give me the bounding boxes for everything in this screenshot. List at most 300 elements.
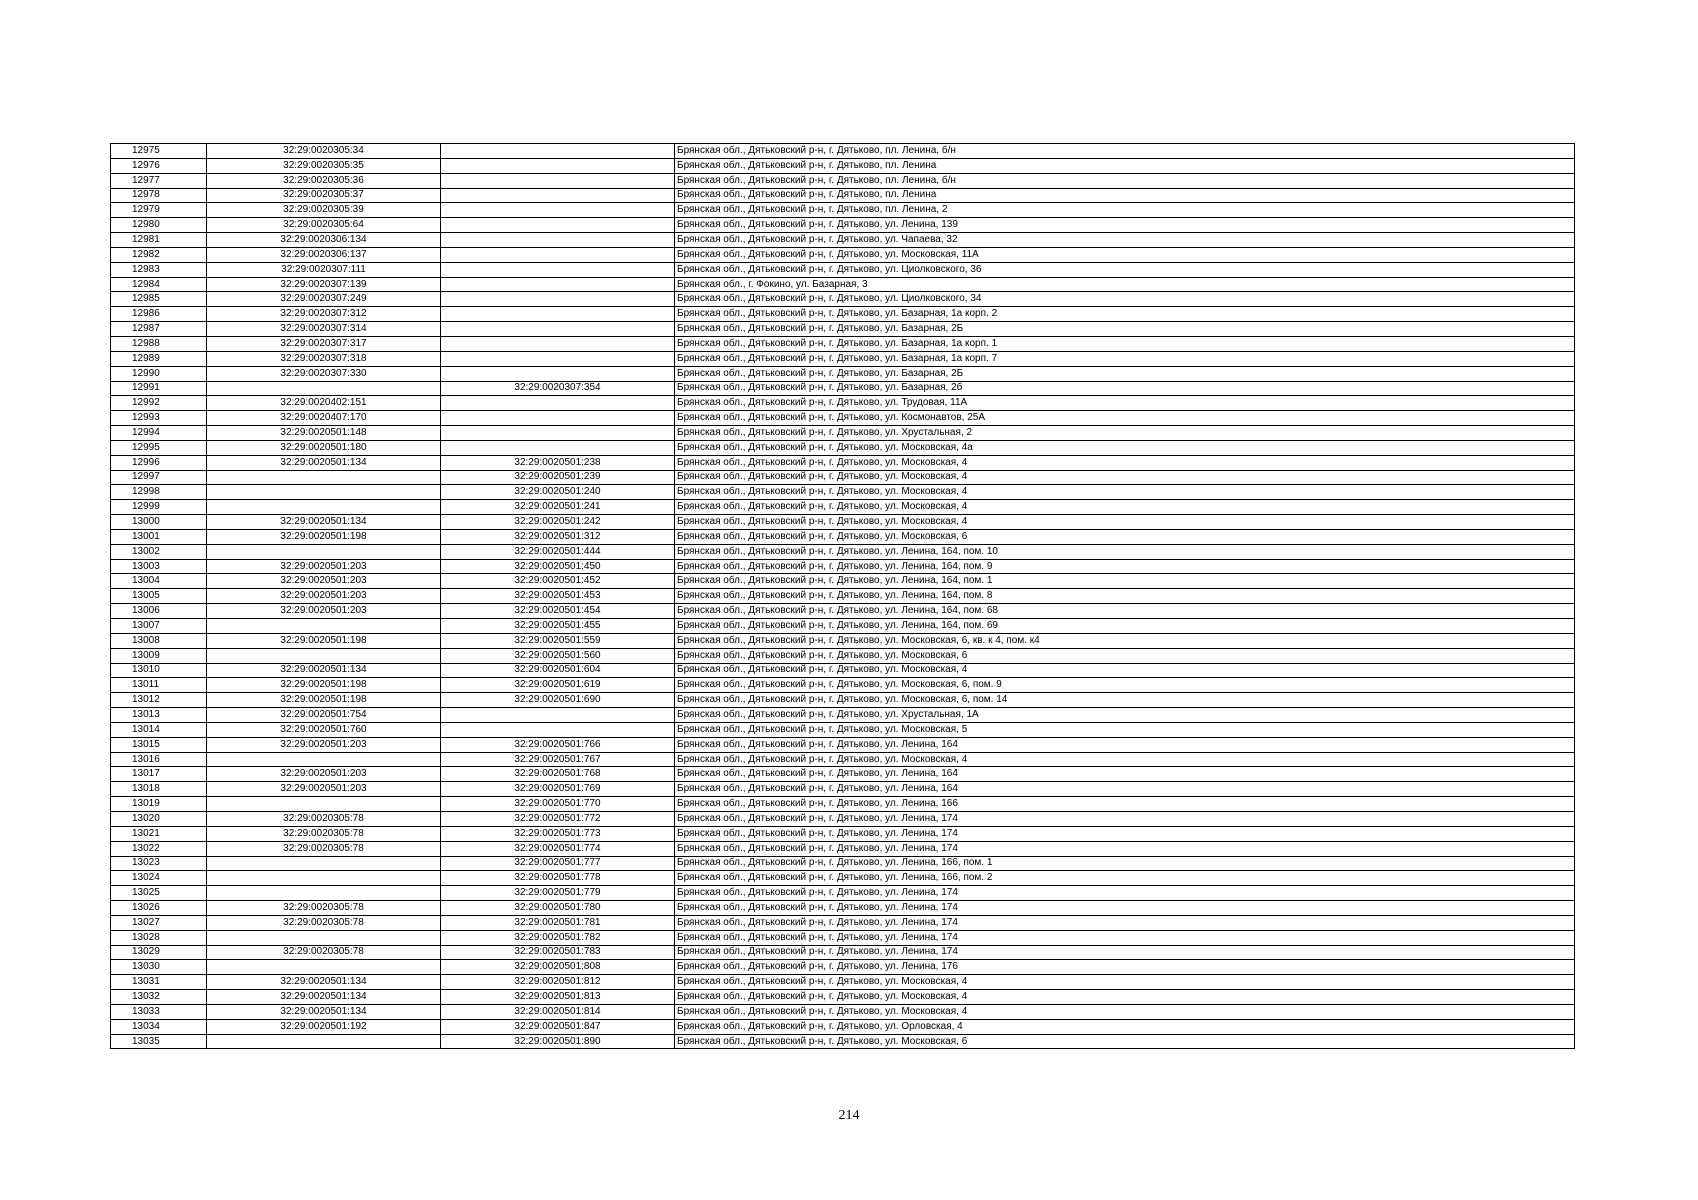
table-row (111, 767, 1575, 782)
table-row (111, 1004, 1575, 1019)
table-row (111, 307, 1575, 322)
table-row (111, 440, 1575, 455)
address-cell: Брянская обл., Дятьковский р-н, г. Дятьково, ул. Базарная, 2б (675, 381, 1575, 396)
cadastral-number-cell: 32:29:0020501:814 (441, 1004, 675, 1019)
table-row (111, 901, 1575, 916)
address-cell: Брянская обл., Дятьковский р-н, г. Дятьково, ул. Московская, 4 (675, 975, 1575, 990)
cadastral-number-cell (441, 292, 675, 307)
cadastral-number-cell: 32:29:0020501:779 (441, 886, 675, 901)
address-cell: Брянская обл., Дятьковский р-н, г. Дятьково, ул. Ленина, 174 (675, 811, 1575, 826)
cadastral-number-cell: 32:29:0020501:241 (441, 500, 675, 515)
address-cell: Брянская обл., Дятьковский р-н, г. Дятьково, ул. Ленина, 164 (675, 782, 1575, 797)
row-number-cell: 12991 (111, 381, 207, 396)
row-number-cell: 13008 (111, 633, 207, 648)
parent-cadastral-number-cell: 32:29:0020501:134 (207, 663, 441, 678)
table-row (111, 203, 1575, 218)
address-cell: Брянская обл., Дятьковский р-н, г. Дятьково, ул. Ленина, 166, пом. 2 (675, 871, 1575, 886)
parent-cadastral-number-cell: 32:29:0020501:754 (207, 708, 441, 723)
table-row (111, 960, 1575, 975)
cadastral-number-cell: 32:29:0020501:813 (441, 990, 675, 1005)
parent-cadastral-number-cell (207, 886, 441, 901)
parent-cadastral-number-cell: 32:29:0020307:249 (207, 292, 441, 307)
row-number-cell: 13026 (111, 901, 207, 916)
parent-cadastral-number-cell (207, 930, 441, 945)
cadastral-number-cell: 32:29:0020501:769 (441, 782, 675, 797)
parent-cadastral-number-cell: 32:29:0020501:192 (207, 1019, 441, 1034)
parent-cadastral-number-cell: 32:29:0020501:134 (207, 515, 441, 530)
address-cell: Брянская обл., Дятьковский р-н, г. Дятьково, ул. Циолковского, 36 (675, 262, 1575, 277)
cadastral-number-cell: 32:29:0020501:772 (441, 811, 675, 826)
table-row (111, 515, 1575, 530)
parent-cadastral-number-cell: 32:29:0020305:36 (207, 173, 441, 188)
table-row (111, 381, 1575, 396)
cadastral-number-cell (441, 351, 675, 366)
row-number-cell: 13032 (111, 990, 207, 1005)
row-number-cell: 12981 (111, 233, 207, 248)
parent-cadastral-number-cell: 32:29:0020407:170 (207, 411, 441, 426)
cadastral-number-cell: 32:29:0020501:777 (441, 856, 675, 871)
cadastral-number-cell: 32:29:0020501:690 (441, 693, 675, 708)
table-row (111, 915, 1575, 930)
address-cell: Брянская обл., Дятьковский р-н, г. Дятьково, ул. Ленина, 164, пом. 9 (675, 559, 1575, 574)
cadastral-number-cell (441, 247, 675, 262)
table-row (111, 633, 1575, 648)
registry-table-body (111, 144, 1575, 1049)
cadastral-number-cell (441, 440, 675, 455)
parent-cadastral-number-cell: 32:29:0020501:198 (207, 633, 441, 648)
table-row (111, 1034, 1575, 1049)
table-row (111, 366, 1575, 381)
cadastral-number-cell: 32:29:0020501:312 (441, 529, 675, 544)
cadastral-number-cell (441, 411, 675, 426)
address-cell: Брянская обл., Дятьковский р-н, г. Дятьково, ул. Хрустальная, 1А (675, 708, 1575, 723)
table-row (111, 826, 1575, 841)
table-row (111, 975, 1575, 990)
address-cell: Брянская обл., Дятьковский р-н, г. Дятьково, ул. Московская, 6, пом. 14 (675, 693, 1575, 708)
address-cell: Брянская обл., Дятьковский р-н, г. Дятьково, ул. Орловская, 4 (675, 1019, 1575, 1034)
cadastral-number-cell (441, 262, 675, 277)
table-row (111, 886, 1575, 901)
cadastral-number-cell: 32:29:0020501:452 (441, 574, 675, 589)
cadastral-number-cell: 32:29:0020501:455 (441, 619, 675, 634)
table-row (111, 619, 1575, 634)
parent-cadastral-number-cell: 32:29:0020402:151 (207, 396, 441, 411)
parent-cadastral-number-cell (207, 1034, 441, 1049)
table-row (111, 559, 1575, 574)
address-cell: Брянская обл., Дятьковский р-н, г. Дятьково, пл. Ленина (675, 188, 1575, 203)
row-number-cell: 13007 (111, 619, 207, 634)
cadastral-number-cell: 32:29:0020501:766 (441, 737, 675, 752)
cadastral-number-cell (441, 366, 675, 381)
parent-cadastral-number-cell: 32:29:0020307:314 (207, 322, 441, 337)
parent-cadastral-number-cell (207, 470, 441, 485)
row-number-cell: 12996 (111, 455, 207, 470)
row-number-cell: 12975 (111, 144, 207, 159)
address-cell: Брянская обл., Дятьковский р-н, г. Дятьково, ул. Московская, 4 (675, 515, 1575, 530)
address-cell: Брянская обл., Дятьковский р-н, г. Дятьково, пл. Ленина, б/н (675, 173, 1575, 188)
row-number-cell: 13035 (111, 1034, 207, 1049)
table-row (111, 930, 1575, 945)
address-cell: Брянская обл., Дятьковский р-н, г. Дятьково, ул. Ленина, 174 (675, 826, 1575, 841)
table-row (111, 544, 1575, 559)
row-number-cell: 12992 (111, 396, 207, 411)
table-row (111, 737, 1575, 752)
row-number-cell: 12997 (111, 470, 207, 485)
table-row (111, 277, 1575, 292)
cadastral-number-cell (441, 203, 675, 218)
parent-cadastral-number-cell: 32:29:0020501:198 (207, 529, 441, 544)
parent-cadastral-number-cell: 32:29:0020501:180 (207, 440, 441, 455)
address-cell: Брянская обл., Дятьковский р-н, г. Дятьково, ул. Московская, 4 (675, 1004, 1575, 1019)
cadastral-number-cell: 32:29:0020501:890 (441, 1034, 675, 1049)
table-row (111, 648, 1575, 663)
address-cell: Брянская обл., Дятьковский р-н, г. Дятьково, ул. Космонавтов, 25А (675, 411, 1575, 426)
parent-cadastral-number-cell: 32:29:0020501:134 (207, 455, 441, 470)
row-number-cell: 13030 (111, 960, 207, 975)
row-number-cell: 13004 (111, 574, 207, 589)
address-cell: Брянская обл., Дятьковский р-н, г. Дятьково, ул. Московская, 11А (675, 247, 1575, 262)
parent-cadastral-number-cell: 32:29:0020501:198 (207, 678, 441, 693)
cadastral-number-cell: 32:29:0020501:768 (441, 767, 675, 782)
address-cell: Брянская обл., Дятьковский р-н, г. Дятьково, ул. Ленина, 164, пом. 1 (675, 574, 1575, 589)
row-number-cell: 13006 (111, 604, 207, 619)
cadastral-number-cell (441, 173, 675, 188)
row-number-cell: 13005 (111, 589, 207, 604)
cadastral-number-cell: 32:29:0020501:559 (441, 633, 675, 648)
parent-cadastral-number-cell: 32:29:0020501:134 (207, 1004, 441, 1019)
address-cell: Брянская обл., Дятьковский р-н, г. Дятьково, ул. Московская, 4 (675, 455, 1575, 470)
parent-cadastral-number-cell (207, 619, 441, 634)
table-row (111, 218, 1575, 233)
address-cell: Брянская обл., Дятьковский р-н, г. Дятьково, ул. Ленина, 164, пом. 10 (675, 544, 1575, 559)
address-cell: Брянская обл., Дятьковский р-н, г. Дятьково, ул. Базарная, 1а корп. 1 (675, 336, 1575, 351)
address-cell: Брянская обл., Дятьковский р-н, г. Дятьково, ул. Хрустальная, 2 (675, 426, 1575, 441)
cadastral-number-cell: 32:29:0020501:454 (441, 604, 675, 619)
table-row (111, 945, 1575, 960)
row-number-cell: 13020 (111, 811, 207, 826)
cadastral-number-cell: 32:29:0020501:242 (441, 515, 675, 530)
parent-cadastral-number-cell (207, 500, 441, 515)
row-number-cell: 13013 (111, 708, 207, 723)
table-row (111, 396, 1575, 411)
table-row (111, 1019, 1575, 1034)
row-number-cell: 13011 (111, 678, 207, 693)
cadastral-number-cell: 32:29:0020501:560 (441, 648, 675, 663)
parent-cadastral-number-cell: 32:29:0020307:330 (207, 366, 441, 381)
parent-cadastral-number-cell (207, 485, 441, 500)
parent-cadastral-number-cell: 32:29:0020306:134 (207, 233, 441, 248)
row-number-cell: 13000 (111, 515, 207, 530)
parent-cadastral-number-cell: 32:29:0020305:78 (207, 945, 441, 960)
table-row (111, 233, 1575, 248)
address-cell: Брянская обл., Дятьковский р-н, г. Дятьково, ул. Ленина, 164 (675, 767, 1575, 782)
table-row (111, 144, 1575, 159)
table-row (111, 262, 1575, 277)
cadastral-number-cell: 32:29:0020501:808 (441, 960, 675, 975)
row-number-cell: 13034 (111, 1019, 207, 1034)
parent-cadastral-number-cell: 32:29:0020307:318 (207, 351, 441, 366)
parent-cadastral-number-cell (207, 960, 441, 975)
address-cell: Брянская обл., Дятьковский р-н, г. Дятьково, ул. Московская, 6 (675, 648, 1575, 663)
address-cell: Брянская обл., Дятьковский р-н, г. Дятьково, ул. Ленина, 174 (675, 901, 1575, 916)
page-number: 214 (838, 1108, 860, 1123)
table-row (111, 173, 1575, 188)
address-cell: Брянская обл., Дятьковский р-н, г. Дятьково, ул. Ленина, 174 (675, 915, 1575, 930)
parent-cadastral-number-cell: 32:29:0020501:203 (207, 737, 441, 752)
registry-table (110, 143, 1575, 1049)
parent-cadastral-number-cell: 32:29:0020501:203 (207, 604, 441, 619)
table-row (111, 529, 1575, 544)
address-cell: Брянская обл., Дятьковский р-н, г. Дятьково, ул. Ленина, 139 (675, 218, 1575, 233)
parent-cadastral-number-cell: 32:29:0020306:137 (207, 247, 441, 262)
address-cell: Брянская обл., Дятьковский р-н, г. Дятьково, ул. Ленина, 166 (675, 797, 1575, 812)
parent-cadastral-number-cell: 32:29:0020305:78 (207, 811, 441, 826)
row-number-cell: 12994 (111, 426, 207, 441)
table-row (111, 678, 1575, 693)
row-number-cell: 12978 (111, 188, 207, 203)
cadastral-number-cell (441, 144, 675, 159)
row-number-cell: 12998 (111, 485, 207, 500)
address-cell: Брянская обл., Дятьковский р-н, г. Дятьково, ул. Ленина, 174 (675, 886, 1575, 901)
cadastral-number-cell: 32:29:0020501:604 (441, 663, 675, 678)
cadastral-number-cell: 32:29:0020501:778 (441, 871, 675, 886)
row-number-cell: 13012 (111, 693, 207, 708)
parent-cadastral-number-cell (207, 648, 441, 663)
cadastral-number-cell: 32:29:0020501:770 (441, 797, 675, 812)
cadastral-number-cell (441, 307, 675, 322)
parent-cadastral-number-cell: 32:29:0020305:78 (207, 841, 441, 856)
cadastral-number-cell (441, 158, 675, 173)
row-number-cell: 12980 (111, 218, 207, 233)
row-number-cell: 13017 (111, 767, 207, 782)
address-cell: Брянская обл., Дятьковский р-н, г. Дятьково, ул. Московская, 6 (675, 529, 1575, 544)
address-cell: Брянская обл., г. Фокино, ул. Базарная, 3 (675, 277, 1575, 292)
cadastral-number-cell (441, 722, 675, 737)
row-number-cell: 12999 (111, 500, 207, 515)
table-row (111, 351, 1575, 366)
cadastral-number-cell (441, 336, 675, 351)
row-number-cell: 13016 (111, 752, 207, 767)
row-number-cell: 13029 (111, 945, 207, 960)
row-number-cell: 12989 (111, 351, 207, 366)
table-row (111, 292, 1575, 307)
cadastral-number-cell: 32:29:0020501:773 (441, 826, 675, 841)
row-number-cell: 13031 (111, 975, 207, 990)
address-cell: Брянская обл., Дятьковский р-н, г. Дятьково, ул. Ленина, 164, пом. 68 (675, 604, 1575, 619)
address-cell: Брянская обл., Дятьковский р-н, г. Дятьково, ул. Ленина, 164, пом. 8 (675, 589, 1575, 604)
cadastral-number-cell: 32:29:0020501:238 (441, 455, 675, 470)
address-cell: Брянская обл., Дятьковский р-н, г. Дятьково, ул. Ленина, 164 (675, 737, 1575, 752)
cadastral-number-cell: 32:29:0020501:767 (441, 752, 675, 767)
row-number-cell: 12984 (111, 277, 207, 292)
table-row (111, 841, 1575, 856)
row-number-cell: 13010 (111, 663, 207, 678)
parent-cadastral-number-cell: 32:29:0020501:203 (207, 589, 441, 604)
cadastral-number-cell (441, 322, 675, 337)
row-number-cell: 13027 (111, 915, 207, 930)
address-cell: Брянская обл., Дятьковский р-н, г. Дятьково, пл. Ленина (675, 158, 1575, 173)
table-row (111, 708, 1575, 723)
parent-cadastral-number-cell: 32:29:0020501:203 (207, 767, 441, 782)
address-cell: Брянская обл., Дятьковский р-н, г. Дятьково, ул. Ленина, 174 (675, 930, 1575, 945)
row-number-cell: 12995 (111, 440, 207, 455)
parent-cadastral-number-cell: 32:29:0020501:760 (207, 722, 441, 737)
cadastral-number-cell: 32:29:0020501:240 (441, 485, 675, 500)
cadastral-number-cell: 32:29:0020501:619 (441, 678, 675, 693)
row-number-cell: 13002 (111, 544, 207, 559)
parent-cadastral-number-cell: 32:29:0020501:134 (207, 975, 441, 990)
parent-cadastral-number-cell (207, 544, 441, 559)
address-cell: Брянская обл., Дятьковский р-н, г. Дятьково, ул. Московская, 5 (675, 722, 1575, 737)
address-cell: Брянская обл., Дятьковский р-н, г. Дятьково, ул. Московская, 6, кв. к 4, пом. к4 (675, 633, 1575, 648)
table-row (111, 426, 1575, 441)
address-cell: Брянская обл., Дятьковский р-н, г. Дятьково, ул. Базарная, 1а корп. 2 (675, 307, 1575, 322)
parent-cadastral-number-cell: 32:29:0020501:148 (207, 426, 441, 441)
table-row (111, 500, 1575, 515)
parent-cadastral-number-cell: 32:29:0020307:312 (207, 307, 441, 322)
row-number-cell: 12982 (111, 247, 207, 262)
address-cell: Брянская обл., Дятьковский р-н, г. Дятьково, ул. Московская, 6 (675, 1034, 1575, 1049)
parent-cadastral-number-cell: 32:29:0020501:203 (207, 782, 441, 797)
table-row (111, 811, 1575, 826)
row-number-cell: 12990 (111, 366, 207, 381)
cadastral-number-cell: 32:29:0020501:780 (441, 901, 675, 916)
cadastral-number-cell: 32:29:0020501:783 (441, 945, 675, 960)
table-row (111, 158, 1575, 173)
address-cell: Брянская обл., Дятьковский р-н, г. Дятьково, ул. Ленина, 174 (675, 945, 1575, 960)
row-number-cell: 13033 (111, 1004, 207, 1019)
address-cell: Брянская обл., Дятьковский р-н, г. Дятьково, ул. Ленина, 164, пом. 69 (675, 619, 1575, 634)
cadastral-number-cell (441, 233, 675, 248)
table-row (111, 574, 1575, 589)
row-number-cell: 13009 (111, 648, 207, 663)
table-row (111, 455, 1575, 470)
row-number-cell: 13021 (111, 826, 207, 841)
cadastral-number-cell: 32:29:0020501:847 (441, 1019, 675, 1034)
row-number-cell: 13024 (111, 871, 207, 886)
cadastral-number-cell: 32:29:0020501:781 (441, 915, 675, 930)
address-cell: Брянская обл., Дятьковский р-н, г. Дятьково, ул. Московская, 4 (675, 485, 1575, 500)
cadastral-number-cell: 32:29:0020307:354 (441, 381, 675, 396)
table-row (111, 990, 1575, 1005)
row-number-cell: 13001 (111, 529, 207, 544)
address-cell: Брянская обл., Дятьковский р-н, г. Дятьково, ул. Московская, 4 (675, 663, 1575, 678)
row-number-cell: 13003 (111, 559, 207, 574)
table-row (111, 411, 1575, 426)
row-number-cell: 12993 (111, 411, 207, 426)
address-cell: Брянская обл., Дятьковский р-н, г. Дятьково, ул. Базарная, 2Б (675, 366, 1575, 381)
parent-cadastral-number-cell: 32:29:0020501:134 (207, 990, 441, 1005)
row-number-cell: 12985 (111, 292, 207, 307)
address-cell: Брянская обл., Дятьковский р-н, г. Дятьково, пл. Ленина, 2 (675, 203, 1575, 218)
address-cell: Брянская обл., Дятьковский р-н, г. Дятьково, ул. Ленина, 176 (675, 960, 1575, 975)
row-number-cell: 12987 (111, 322, 207, 337)
cadastral-number-cell: 32:29:0020501:774 (441, 841, 675, 856)
row-number-cell: 12977 (111, 173, 207, 188)
parent-cadastral-number-cell: 32:29:0020307:111 (207, 262, 441, 277)
table-row (111, 589, 1575, 604)
row-number-cell: 13023 (111, 856, 207, 871)
table-row (111, 247, 1575, 262)
cadastral-number-cell: 32:29:0020501:812 (441, 975, 675, 990)
address-cell: Брянская обл., Дятьковский р-н, г. Дятьково, ул. Чапаева, 32 (675, 233, 1575, 248)
parent-cadastral-number-cell (207, 871, 441, 886)
parent-cadastral-number-cell: 32:29:0020305:78 (207, 901, 441, 916)
parent-cadastral-number-cell (207, 797, 441, 812)
table-row (111, 188, 1575, 203)
parent-cadastral-number-cell: 32:29:0020501:203 (207, 559, 441, 574)
table-row (111, 752, 1575, 767)
parent-cadastral-number-cell (207, 381, 441, 396)
cadastral-number-cell (441, 218, 675, 233)
address-cell: Брянская обл., Дятьковский р-н, г. Дятьково, ул. Московская, 4а (675, 440, 1575, 455)
table-row (111, 336, 1575, 351)
row-number-cell: 13019 (111, 797, 207, 812)
parent-cadastral-number-cell: 32:29:0020305:64 (207, 218, 441, 233)
address-cell: Брянская обл., Дятьковский р-н, г. Дятьково, ул. Московская, 6, пом. 9 (675, 678, 1575, 693)
parent-cadastral-number-cell: 32:29:0020501:203 (207, 574, 441, 589)
cadastral-number-cell (441, 188, 675, 203)
row-number-cell: 13018 (111, 782, 207, 797)
parent-cadastral-number-cell: 32:29:0020305:37 (207, 188, 441, 203)
parent-cadastral-number-cell (207, 856, 441, 871)
address-cell: Брянская обл., Дятьковский р-н, г. Дятьково, ул. Базарная, 1а корп. 7 (675, 351, 1575, 366)
cadastral-number-cell (441, 426, 675, 441)
parent-cadastral-number-cell: 32:29:0020305:35 (207, 158, 441, 173)
address-cell: Брянская обл., Дятьковский р-н, г. Дятьково, ул. Ленина, 166, пом. 1 (675, 856, 1575, 871)
address-cell: Брянская обл., Дятьковский р-н, г. Дятьково, ул. Московская, 4 (675, 752, 1575, 767)
table-row (111, 722, 1575, 737)
row-number-cell: 13014 (111, 722, 207, 737)
address-cell: Брянская обл., Дятьковский р-н, г. Дятьково, ул. Ленина, 174 (675, 841, 1575, 856)
cadastral-number-cell: 32:29:0020501:450 (441, 559, 675, 574)
address-cell: Брянская обл., Дятьковский р-н, г. Дятьково, ул. Циолковского, 34 (675, 292, 1575, 307)
parent-cadastral-number-cell: 32:29:0020501:198 (207, 693, 441, 708)
cadastral-number-cell: 32:29:0020501:782 (441, 930, 675, 945)
parent-cadastral-number-cell: 32:29:0020305:34 (207, 144, 441, 159)
address-cell: Брянская обл., Дятьковский р-н, г. Дятьково, пл. Ленина, б/н (675, 144, 1575, 159)
address-cell: Брянская обл., Дятьковский р-н, г. Дятьково, ул. Трудовая, 11А (675, 396, 1575, 411)
table-row (111, 485, 1575, 500)
cadastral-number-cell (441, 708, 675, 723)
table-row (111, 797, 1575, 812)
cadastral-number-cell: 32:29:0020501:444 (441, 544, 675, 559)
address-cell: Брянская обл., Дятьковский р-н, г. Дятьково, ул. Московская, 4 (675, 470, 1575, 485)
row-number-cell: 13015 (111, 737, 207, 752)
parent-cadastral-number-cell: 32:29:0020305:39 (207, 203, 441, 218)
row-number-cell: 12979 (111, 203, 207, 218)
table-row (111, 322, 1575, 337)
parent-cadastral-number-cell (207, 752, 441, 767)
table-row (111, 604, 1575, 619)
parent-cadastral-number-cell: 32:29:0020307:317 (207, 336, 441, 351)
table-row (111, 663, 1575, 678)
table-row (111, 856, 1575, 871)
table-row (111, 693, 1575, 708)
parent-cadastral-number-cell: 32:29:0020305:78 (207, 826, 441, 841)
cadastral-number-cell: 32:29:0020501:239 (441, 470, 675, 485)
table-row (111, 782, 1575, 797)
row-number-cell: 13028 (111, 930, 207, 945)
parent-cadastral-number-cell: 32:29:0020307:139 (207, 277, 441, 292)
row-number-cell: 12986 (111, 307, 207, 322)
row-number-cell: 12976 (111, 158, 207, 173)
address-cell: Брянская обл., Дятьковский р-н, г. Дятьково, ул. Московская, 4 (675, 990, 1575, 1005)
parent-cadastral-number-cell: 32:29:0020305:78 (207, 915, 441, 930)
address-cell: Брянская обл., Дятьковский р-н, г. Дятьково, ул. Базарная, 2Б (675, 322, 1575, 337)
table-row (111, 470, 1575, 485)
row-number-cell: 13025 (111, 886, 207, 901)
